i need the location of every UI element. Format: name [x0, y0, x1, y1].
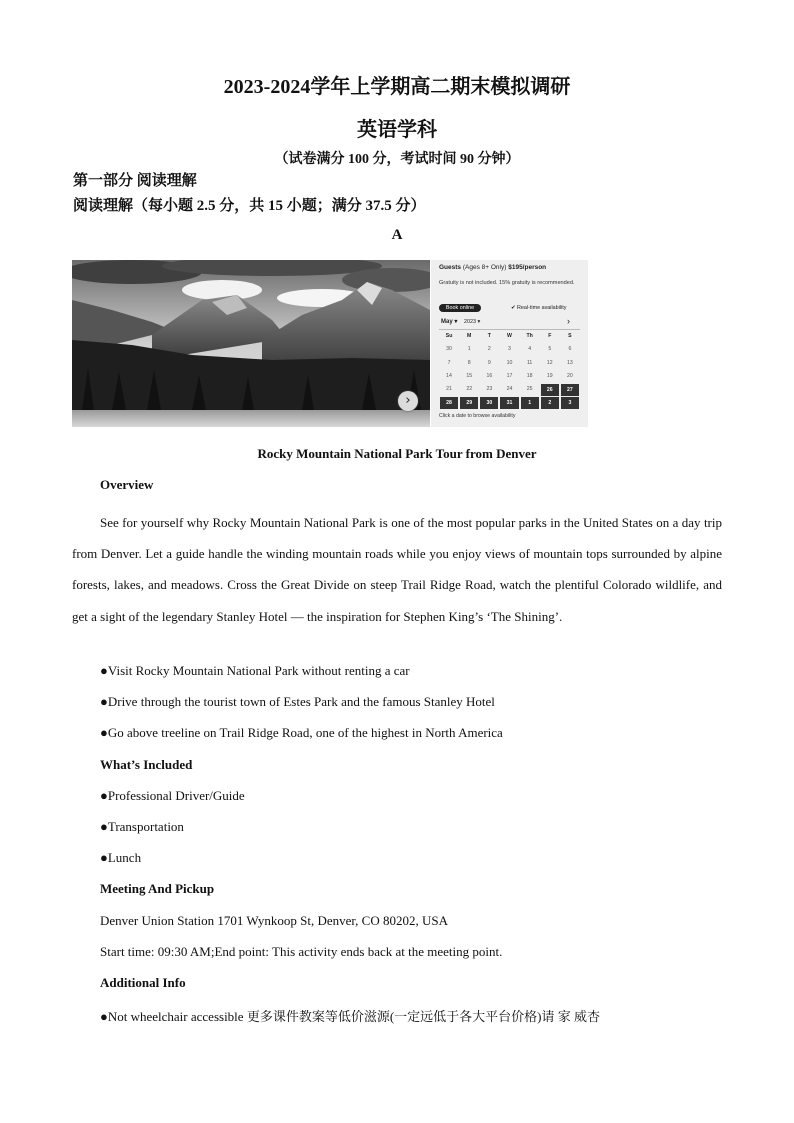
calendar-day[interactable]: 17: [506, 372, 513, 379]
subject-title: 英语学科: [357, 119, 437, 141]
highlight-item: ●Visit Rocky Mountain National Park without renting a car: [100, 663, 410, 678]
exam-title: 2023-2024学年上学期高二期末模拟调研: [223, 76, 571, 98]
gratuity-note: Gratuity is not included. 15% gratuity is recommended.: [439, 280, 575, 286]
weekday-label: Th: [526, 333, 533, 339]
calendar-day[interactable]: 4: [528, 346, 532, 353]
weekday-label: T: [487, 333, 491, 339]
calendar-day[interactable]: 31: [500, 397, 518, 409]
guests-label: Guests: [439, 264, 462, 271]
calendar-day[interactable]: 1: [521, 397, 539, 409]
mountain-landscape-image: [72, 260, 430, 427]
included-item: ●Lunch: [100, 850, 142, 865]
calendar-day[interactable]: 29: [460, 397, 478, 409]
calendar-day[interactable]: 13: [567, 359, 573, 366]
calendar-day[interactable]: 3: [561, 397, 579, 409]
availability-label: ✔ Real-time availability: [511, 305, 567, 311]
section-title: 阅读理解（每小题 2.5 分，共 15 小题；满分 37.5 分）: [73, 198, 426, 214]
weekday-label: W: [507, 333, 512, 339]
meeting-times: Start time: 09:30 AM;End point: This activity ends back at the meeting point.: [100, 944, 503, 959]
calendar-day[interactable]: 11: [526, 359, 533, 366]
calendar-grid: [439, 330, 580, 410]
calendar-day[interactable]: 9: [487, 359, 491, 366]
calendar-day[interactable]: 7: [447, 359, 451, 366]
calendar-day[interactable]: 20: [567, 372, 573, 379]
booking-widget: [431, 260, 588, 427]
calendar-day[interactable]: 2: [487, 346, 491, 353]
calendar-week-row: [439, 396, 580, 409]
additional-item: ●Not wheelchair accessible 更多课件教案等低价滋源(一定远低于各大平台价格)请 家 威杏: [100, 1009, 600, 1024]
weekday-label: F: [548, 333, 552, 339]
guests-price-line: [439, 264, 546, 271]
calendar-day[interactable]: 16: [486, 372, 493, 379]
price: $195/person: [508, 264, 547, 271]
passage-letter: A: [391, 227, 403, 243]
calendar-day[interactable]: 18: [526, 372, 533, 379]
chevron-right-icon: ›: [405, 393, 411, 408]
weekday-label: M: [467, 333, 472, 339]
calendar-day[interactable]: 2: [541, 397, 559, 409]
article-title: Rocky Mountain National Park Tour from Denver: [257, 446, 537, 461]
calendar-day[interactable]: 6: [568, 346, 572, 353]
next-month-button[interactable]: [567, 316, 570, 326]
calendar-day[interactable]: 27: [561, 384, 579, 396]
calendar-week-row: [439, 383, 580, 396]
weekday-label: S: [568, 333, 572, 339]
included-item: ●Professional Driver/Guide: [100, 788, 245, 803]
calendar-day[interactable]: 10: [506, 359, 513, 366]
calendar-day[interactable]: 30: [480, 397, 498, 409]
overview-heading: Overview: [100, 477, 154, 492]
highlight-item: ●Go above treeline on Trail Ridge Road, one of the highest in North America: [100, 725, 503, 740]
calendar-day[interactable]: 26: [541, 384, 559, 396]
guests-note: (Ages 8+ Only): [462, 264, 507, 271]
additional-heading: Additional Info: [100, 975, 186, 990]
calendar-day[interactable]: 19: [546, 372, 553, 379]
included-heading: What’s Included: [100, 757, 193, 772]
mountain-photo: [72, 260, 430, 427]
calendar-day[interactable]: 12: [546, 359, 553, 366]
calendar-day[interactable]: 5: [548, 346, 552, 353]
calendar-day[interactable]: 22: [466, 386, 473, 393]
calendar-day[interactable]: 21: [446, 386, 452, 393]
calendar-weekday-row: [439, 330, 580, 343]
weekday-label: Su: [445, 333, 453, 339]
highlight-item: ●Drive through the tourist town of Estes Park and the famous Stanley Hotel: [100, 694, 495, 709]
calendar-day[interactable]: 3: [508, 346, 511, 353]
calendar-week-row: [439, 370, 580, 383]
included-item: ●Transportation: [100, 819, 184, 834]
calendar-hint: Click a date to browse availability: [439, 413, 516, 419]
calendar-day[interactable]: 28: [440, 397, 458, 409]
calendar-day[interactable]: 15: [466, 372, 473, 379]
calendar-day[interactable]: 24: [506, 386, 513, 393]
calendar-day[interactable]: 8: [467, 359, 471, 366]
calendar-day[interactable]: 23: [486, 386, 493, 393]
calendar-day[interactable]: 30: [446, 346, 452, 353]
year-select[interactable]: 2023 ▾: [464, 319, 481, 325]
book-online-button[interactable]: Book online: [439, 304, 481, 312]
meeting-address: Denver Union Station 1701 Wynkoop St, Denver, CO 80202, USA: [100, 913, 448, 928]
meeting-heading: Meeting And Pickup: [100, 881, 215, 896]
exam-info: （试卷满分 100 分，考试时间 90 分钟）: [274, 152, 520, 167]
calendar-week-row: [439, 343, 580, 356]
month-select[interactable]: May ▾: [441, 319, 458, 325]
chevron-right-icon: ›: [567, 316, 570, 326]
calendar-day[interactable]: 14: [446, 372, 452, 379]
part-title: 第一部分 阅读理解: [73, 173, 197, 189]
calendar-day[interactable]: 25: [526, 386, 533, 393]
calendar-day[interactable]: 1: [467, 346, 471, 353]
carousel-next-button[interactable]: [398, 391, 418, 411]
overview-paragraph: See for yourself why Rocky Mountain National Park is one of the most popular parks in the United States on a day trip from Denver. Let a guide handle the winding mountain roads while you enjoy views of mountain tops surrounded by alpine forests, lakes, and meadows. Cross the Great Divide on steep Trail Ridge Road, watch the plentiful Colorado wildlife, and get a sight of the legendary Stanley Hotel — the inspiration for Stephen King’s ‘The Shining’.: [72, 515, 722, 624]
calendar-week-row: [439, 357, 580, 370]
